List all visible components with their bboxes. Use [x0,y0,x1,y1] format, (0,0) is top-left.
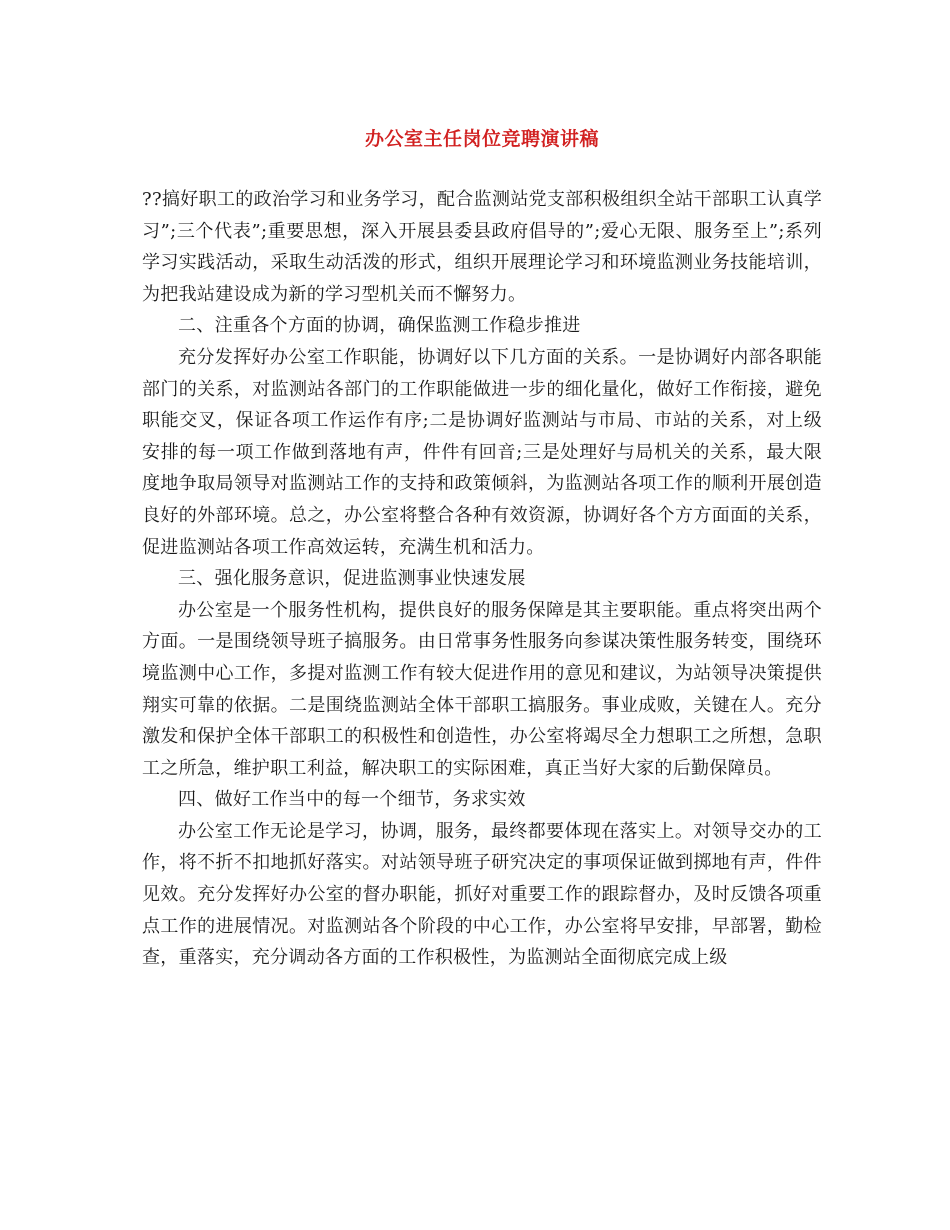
section-heading-details: 四、做好工作当中的每一个细节，务求实效 [178,789,526,811]
paragraph-details: 办公室工作无论是学习，协调，服务，最终都要体现在落实上。对领导交办的工作，将不折不扣地抓好落实。对站领导班子研究决定的事项保证做到掷地有声，件件见效。充分发挥好办公室的督办职能，抓好对重要工作的跟踪督办，及时反馈各项重点工作的进展情况。对监测站各个阶段的中心工作，办公室将早安排，早部署，勤检查，重落实，充分调动各方面的工作积极性，为监测站全面彻底完成上级 [142,820,822,969]
paragraph-coordination: 充分发挥好办公室工作职能，协调好以下几方面的关系。一是协调好内部各职能部门的关系，对监测站各部门的工作职能做进一步的细化量化，做好工作衔接，避免职能交叉，保证各项工作运作有序;二是协调好监测站与市局、市站的关系，对上级安排的每一项工作做到落地有声，件件有回音;三是处理好与局机关的关系，最大限度地争取局领导对监测站工作的支持和政策倾斜，为监测站各项工作的顺利开展创造良好的外部环境。总之，办公室将整合各种有效资源，协调好各个方方面面的关系，促进监测站各项工作高效运转，充满生机和活力。 [142,346,822,558]
paragraph-study: ??搞好职工的政治学习和业务学习，配合监测站党支部积极组织全站干部职工认真学习”;三个代表”;重要思想，深入开展县委县政府倡导的”;爱心无限、服务至上”;系列学习实践活动，采取生动活泼的形式，组织开展理论学习和环境监测业务技能培训，为把我站建设成为新的学习型机关而不懈努力。 [142,189,822,305]
section-heading-service: 三、强化服务意识，促进监测事业快速发展 [178,568,526,590]
section-heading-coordination: 二、注重各个方面的协调，确保监测工作稳步推进 [178,315,581,337]
document-body [142,184,822,974]
document-title: 办公室主任岗位竞聘演讲稿 [364,128,599,150]
paragraph-service: 办公室是一个服务性机构，提供良好的服务保障是其主要职能。重点将突出两个方面。一是围绕领导班子搞服务。由日常事务性服务向参谋决策性服务转变，围绕环境监测中心工作，多提对监测工作有较大促进作用的意见和建议，为站领导决策提供翔实可靠的依据。二是围绕监测站全体干部职工搞服务。事业成败，关键在人。充分激发和保护全体干部职工的积极性和创造性，办公室将竭尽全力想职工之所想，急职工之所急，维护职工利益，解决职工的实际困难，真正当好大家的后勤保障员。 [142,599,822,779]
